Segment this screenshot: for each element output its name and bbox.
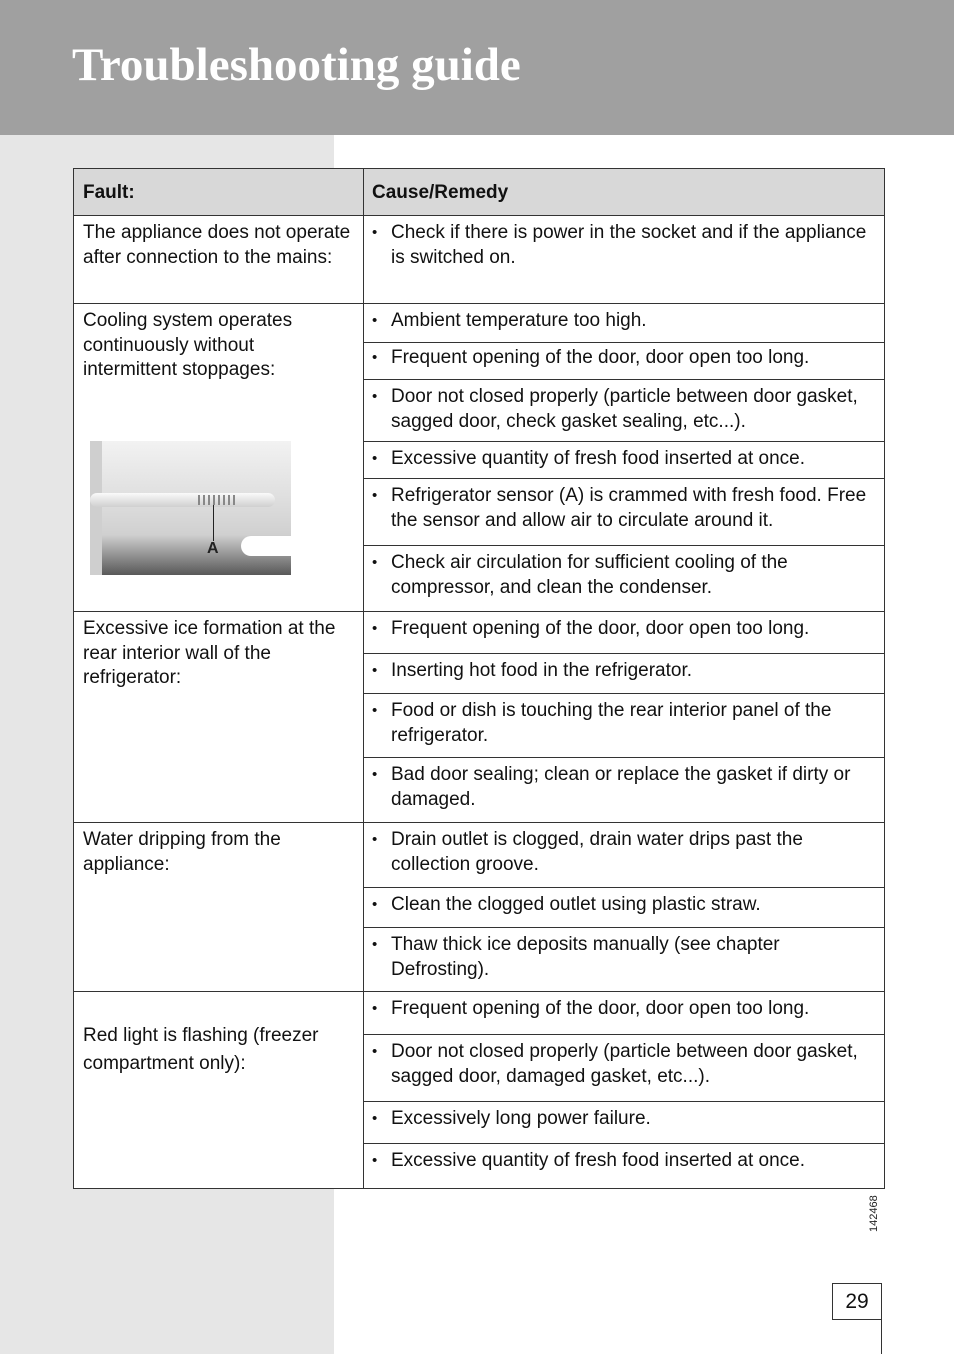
- bullet-icon: •: [372, 312, 378, 329]
- photo-shelf-edge: [241, 536, 291, 556]
- fault-cell: The appliance does not operate after connection to the mains:: [83, 222, 351, 268]
- bullet-icon: •: [372, 766, 378, 783]
- fault-cell: Red light is flashing (freezer compartment only):: [83, 1025, 319, 1074]
- remedy-divider: [363, 545, 884, 546]
- remedy-divider: [363, 379, 884, 380]
- sensor-grille: [198, 495, 236, 505]
- remedy-item: • Frequent opening of the door, door open too long.: [372, 997, 872, 1022]
- fault-cell: Excessive ice formation at the rear interior wall of the refrigerator:: [83, 618, 336, 688]
- remedy-divider: [363, 1034, 884, 1035]
- row-divider: [74, 991, 884, 992]
- sensor-leader-line: [213, 505, 214, 541]
- remedy-item: • Ambient temperature too high.: [372, 309, 872, 334]
- bullet-icon: •: [372, 450, 378, 467]
- document-code: 142468: [868, 1195, 880, 1232]
- row-divider: [74, 611, 884, 612]
- remedy-item: • Refrigerator sensor (A) is crammed with fresh food. Free the sensor and allow air to circulate around it.: [372, 485, 867, 531]
- bullet-icon: •: [372, 554, 378, 571]
- remedy-item: • Bad door sealing; clean or replace the gasket if dirty or damaged.: [372, 764, 851, 810]
- page-number-tick: [881, 1320, 882, 1354]
- remedy-item: • Frequent opening of the door, door open too long.: [372, 346, 872, 371]
- remedy-item: • Door not closed properly (particle between door gasket, sagged door, damaged gasket, etc...).: [372, 1041, 858, 1087]
- remedy-item: • Drain outlet is clogged, drain water drips past the collection groove.: [372, 829, 803, 875]
- bullet-icon: •: [372, 487, 378, 504]
- bullet-icon: •: [372, 662, 378, 679]
- row-divider: [74, 822, 884, 823]
- remedy-item: • Frequent opening of the door, door open too long.: [372, 617, 872, 642]
- remedy-divider: [363, 478, 884, 479]
- bullet-icon: •: [372, 702, 378, 719]
- bullet-icon: •: [372, 1043, 378, 1060]
- column-divider: [363, 169, 364, 1188]
- remedy-divider: [363, 757, 884, 758]
- bullet-icon: •: [372, 620, 378, 637]
- remedy-item: • Inserting hot food in the refrigerator.: [372, 659, 872, 684]
- bullet-icon: •: [372, 224, 378, 241]
- remedy-item: • Thaw thick ice deposits manually (see chapter Defrosting).: [372, 934, 780, 980]
- remedy-divider: [363, 887, 884, 888]
- remedy-item: • Clean the clogged outlet using plastic straw.: [372, 893, 872, 918]
- remedy-item: • Food or dish is touching the rear interior panel of the refrigerator.: [372, 700, 832, 746]
- column-header-fault: Fault:: [74, 169, 363, 216]
- header-band: [0, 0, 954, 135]
- bullet-icon: •: [372, 349, 378, 366]
- sensor-label: A: [207, 540, 219, 557]
- page-title: Troubleshooting guide: [72, 39, 521, 91]
- remedy-item: • Check air circulation for sufficient cooling of the compressor, and clean the condenser.: [372, 552, 788, 598]
- fault-cell: Cooling system operates continuously without intermittent stoppages:: [83, 310, 293, 380]
- page-number: 29: [832, 1283, 882, 1320]
- remedy-divider: [363, 441, 884, 442]
- bullet-icon: •: [372, 1110, 378, 1127]
- bullet-icon: •: [372, 1000, 378, 1017]
- sensor-photo: [90, 441, 291, 575]
- remedy-divider: [363, 693, 884, 694]
- photo-wall: [90, 441, 102, 575]
- remedy-item: • Excessive quantity of fresh food inserted at once.: [372, 447, 872, 472]
- bullet-icon: •: [372, 831, 378, 848]
- remedy-item: • Excessively long power failure.: [372, 1107, 872, 1132]
- bullet-icon: •: [372, 936, 378, 953]
- bullet-icon: •: [372, 388, 378, 405]
- row-divider: [74, 303, 884, 304]
- remedy-divider: [363, 653, 884, 654]
- bullet-icon: •: [372, 896, 378, 913]
- photo-shelf: [90, 493, 275, 507]
- remedy-divider: [363, 1101, 884, 1102]
- remedy-divider: [363, 1143, 884, 1144]
- remedy-item: • Excessive quantity of fresh food inserted at once.: [372, 1149, 872, 1174]
- bullet-icon: •: [372, 1152, 378, 1169]
- remedy-divider: [363, 927, 884, 928]
- remedy-item: • Check if there is power in the socket and if the appliance is switched on.: [372, 222, 867, 268]
- troubleshooting-table: [73, 168, 885, 1189]
- fault-cell: Water dripping from the appliance:: [83, 829, 281, 875]
- column-header-cause-remedy: Cause/Remedy: [363, 169, 884, 216]
- remedy-item: • Door not closed properly (particle between door gasket, sagged door, check gasket sealing, etc...).: [372, 386, 858, 432]
- remedy-divider: [363, 342, 884, 343]
